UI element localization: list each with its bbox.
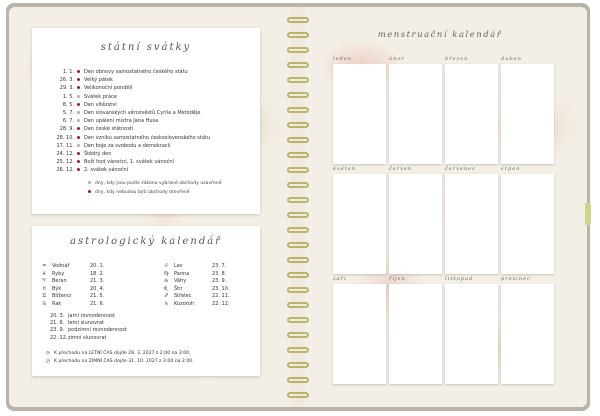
zodiac-sign-icon: ♈ <box>42 278 47 285</box>
spiral-ring <box>287 152 309 158</box>
month-name: duben <box>501 56 522 62</box>
season-row <box>50 335 106 342</box>
month-name: květen <box>333 166 357 172</box>
season-name: jarní rovnodennost <box>68 313 115 319</box>
holiday-name: Štědrý den <box>84 151 112 157</box>
zodiac-date: 23. 10. <box>212 285 230 292</box>
zodiac-sign-icon: ♐ <box>164 293 169 300</box>
holiday-date: 17. 11. <box>56 142 74 149</box>
spiral-ring <box>287 167 309 173</box>
legend-text: dny, kdy nebudou býti obchody otevřené <box>95 190 190 195</box>
zodiac-name: Býk <box>52 285 62 292</box>
holiday-dot-icon <box>77 111 80 114</box>
spiral-ring <box>287 347 309 353</box>
zodiac-date: 23. 9. <box>212 278 227 285</box>
zodiac-sign-icon: ♊ <box>42 293 47 300</box>
dst-text: K přechodu na ZIMNÍ ČAS dojde 31. 10. 2027 z 3:00 na 2:00. <box>54 359 194 364</box>
holiday-date: 6. 7. <box>62 118 74 125</box>
zodiac-sign-icon: ♍ <box>164 270 169 277</box>
season-date: 22. 12. <box>50 334 68 341</box>
month-box <box>389 64 442 164</box>
holiday-row <box>40 150 111 158</box>
holidays-title: státní svátky <box>100 42 192 53</box>
zodiac-name: Blíženci <box>52 293 72 300</box>
zodiac-sign-icon: ♉ <box>42 285 47 292</box>
holiday-name: Den české státnosti <box>84 126 134 133</box>
holiday-row <box>40 101 117 109</box>
zodiac-sign-icon: ♌ <box>164 263 169 269</box>
holiday-date: 26. 12. <box>56 167 74 174</box>
month-block <box>501 275 554 384</box>
zodiac-date: 23. 7. <box>212 263 227 269</box>
holiday-dot-icon <box>77 152 80 155</box>
spiral-ring <box>287 197 309 203</box>
month-block <box>445 55 498 164</box>
dst-row <box>46 358 194 365</box>
spiral-ring <box>287 287 309 293</box>
holiday-dot-icon <box>77 144 80 147</box>
zodiac-name: Kozoroh <box>174 301 194 307</box>
holiday-dot-icon <box>77 70 80 73</box>
season-name: zimní slunovrat <box>68 334 107 341</box>
season-row <box>50 327 127 334</box>
holiday-date: 25. 12. <box>56 159 74 166</box>
holiday-row <box>40 76 113 84</box>
holiday-date: 29. 3. <box>59 85 74 92</box>
holiday-name: Boží hod vánoční, 1. svátek vánoční <box>84 159 174 166</box>
month-name: září <box>333 276 347 282</box>
holiday-row <box>40 117 158 125</box>
season-date: 20. 3. <box>50 313 65 319</box>
holiday-dot-icon <box>77 168 80 171</box>
clock-icon: ◶ <box>46 359 51 364</box>
spiral-ring <box>287 242 309 248</box>
holiday-row <box>40 84 132 92</box>
holidays-card <box>32 28 260 214</box>
spiral-ring <box>287 272 309 278</box>
season-name: letní slunovrat <box>68 320 105 327</box>
month-box <box>445 284 498 384</box>
zodiac-date: 18. 2. <box>90 270 105 277</box>
holiday-date: 24. 12. <box>56 151 74 157</box>
month-block <box>333 165 386 274</box>
month-box <box>501 64 554 164</box>
holiday-name: Velikonoční pondělí <box>84 85 133 92</box>
month-block <box>501 165 554 274</box>
zodiac-name: Panna <box>174 270 190 277</box>
month-name: červenec <box>445 166 476 172</box>
season-date: 21. 6. <box>50 320 65 327</box>
zodiac-sign-icon: ♓ <box>42 270 47 277</box>
spiral-ring <box>287 62 309 68</box>
zodiac-date: 23. 8. <box>212 270 227 277</box>
legend-dot-icon <box>88 190 91 193</box>
astrology-card <box>32 226 260 376</box>
month-name: březen <box>445 56 469 62</box>
spiral-ring <box>287 212 309 218</box>
zodiac-name: Lev <box>174 263 183 269</box>
month-box <box>333 64 386 164</box>
zodiac-sign-icon: ♑ <box>164 301 169 307</box>
holiday-dot-icon <box>77 127 80 130</box>
holiday-row <box>40 109 200 117</box>
holiday-name: Den vítězství <box>84 101 117 108</box>
spiral-ring <box>287 107 309 113</box>
month-block <box>389 165 442 274</box>
spiral-ring <box>287 392 309 398</box>
spiral-ring <box>287 122 309 128</box>
spiral-ring <box>287 182 309 188</box>
zodiac-sign-icon: ♒ <box>42 263 47 269</box>
spiral-ring <box>287 362 309 368</box>
month-box <box>445 64 498 164</box>
spiral-ring <box>287 332 309 338</box>
month-block <box>445 165 498 274</box>
holiday-name: Den vzniku samostatného československého státu <box>84 134 211 141</box>
spiral-ring <box>287 377 309 383</box>
spiral-ring <box>287 92 309 98</box>
spiral-ring <box>287 77 309 83</box>
zodiac-name: Ryby <box>52 270 65 277</box>
zodiac-date: 21. 3. <box>90 278 105 285</box>
holiday-name: Den slovanských věrozvěstů Cyrila a Metoděje <box>84 110 201 116</box>
zodiac-date: 20. 1. <box>90 263 105 269</box>
holiday-date: 26. 3. <box>59 77 74 84</box>
holiday-row <box>40 68 188 76</box>
holiday-dot-icon <box>77 103 80 106</box>
month-name: prosinec <box>501 276 531 282</box>
holiday-dot-icon <box>77 78 80 81</box>
dst-text: K přechodu na LETNÍ ČAS dojde 28. 3. 2027 z 2:00 na 3:00. <box>54 351 191 356</box>
legend-row <box>88 189 190 196</box>
month-block <box>389 275 442 384</box>
dst-row <box>46 350 191 357</box>
holiday-row <box>40 93 117 101</box>
holiday-date: 5. 7. <box>62 110 74 116</box>
season-date: 23. 9. <box>50 327 65 334</box>
legend-row <box>88 180 222 187</box>
month-name: červen <box>389 166 413 172</box>
holiday-date: 8. 5. <box>62 101 74 108</box>
month-box <box>333 284 386 384</box>
season-row <box>50 313 115 320</box>
legend-dot-icon <box>88 181 91 184</box>
spiral-ring <box>287 227 309 233</box>
zodiac-row <box>164 300 230 308</box>
zodiac-name: Beran <box>52 278 67 285</box>
season-name: podzimní rovnodennost <box>68 327 127 334</box>
spiral-ring <box>287 317 309 323</box>
zodiac-name: Vodnář <box>52 263 70 269</box>
zodiac-date: 21. 5. <box>90 293 105 300</box>
page-tab-marker <box>585 203 591 225</box>
zodiac-name: Střelec <box>174 293 192 300</box>
zodiac-date: 22. 12. <box>212 301 230 307</box>
holiday-date: 28. 9. <box>59 126 74 133</box>
holiday-date: 1. 1. <box>62 69 74 75</box>
zodiac-name: Štír <box>174 285 183 292</box>
holiday-name: Den obnovy samostatného českého státu <box>84 69 188 75</box>
holiday-row <box>40 158 174 166</box>
spiral-ring <box>287 47 309 53</box>
month-block <box>445 275 498 384</box>
menstrual-calendar-title: menstruační kalendář <box>377 30 503 40</box>
holiday-row <box>40 125 133 133</box>
month-name: říjen <box>389 276 406 282</box>
holiday-dot-icon <box>77 160 80 163</box>
month-box <box>389 284 442 384</box>
holiday-dot-icon <box>77 119 80 122</box>
zodiac-sign-icon: ♏ <box>164 285 169 292</box>
holiday-name: Svátek práce <box>84 93 117 100</box>
month-box <box>333 174 386 274</box>
month-box <box>501 284 554 384</box>
spiral-ring <box>287 137 309 143</box>
month-name: únor <box>389 56 405 62</box>
month-box <box>501 174 554 274</box>
legend-text: dny, kdy jsou podle zákona vybrané obchody uzavřené <box>95 181 222 186</box>
holiday-row <box>40 134 210 142</box>
holiday-row <box>40 166 128 174</box>
month-name: leden <box>333 56 352 62</box>
spiral-ring <box>287 302 309 308</box>
month-block <box>333 55 386 164</box>
zodiac-sign-icon: ♎ <box>164 278 169 285</box>
zodiac-date: 22. 11. <box>212 293 230 300</box>
month-name: srpen <box>501 166 521 172</box>
month-block <box>333 275 386 384</box>
month-box <box>445 174 498 274</box>
spiral-ring <box>287 257 309 263</box>
holiday-name: Den upálení mistra Jana Husa <box>84 118 159 125</box>
zodiac-sign-icon: ♋ <box>42 301 47 307</box>
clock-icon: ◷ <box>46 351 51 356</box>
month-block <box>501 55 554 164</box>
holiday-name: 2. svátek vánoční <box>84 167 129 174</box>
zodiac-date: 20. 4. <box>90 285 105 292</box>
month-box <box>389 174 442 274</box>
month-block <box>389 55 442 164</box>
holiday-date: 28. 10. <box>56 134 74 141</box>
month-name: listopad <box>445 276 474 282</box>
holiday-name: Den boje za svobodu a demokracii <box>84 142 171 149</box>
holiday-dot-icon <box>77 86 80 89</box>
holiday-name: Velký pátek <box>84 77 113 84</box>
holiday-dot-icon <box>77 95 80 98</box>
spiral-ring <box>287 17 309 23</box>
holiday-row <box>40 142 170 150</box>
zodiac-row <box>42 300 104 308</box>
holiday-dot-icon <box>77 136 80 139</box>
holiday-date: 1. 5. <box>62 93 74 100</box>
zodiac-date: 21. 6. <box>90 301 105 307</box>
zodiac-name: Rak <box>52 301 62 307</box>
zodiac-name: Váhy <box>174 278 187 285</box>
astrology-title: astrologický kalendář <box>70 236 222 247</box>
